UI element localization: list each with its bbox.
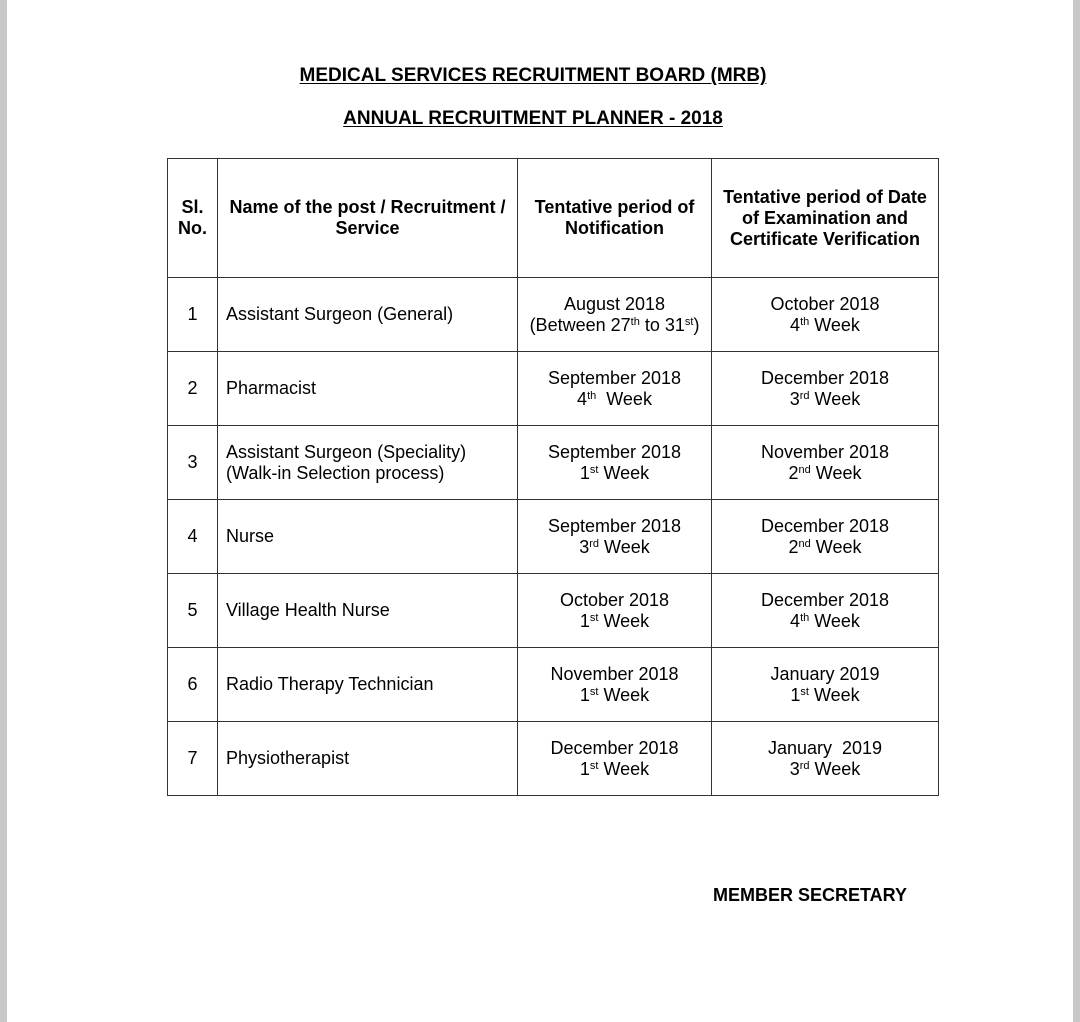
document-page: [7, 0, 1073, 1022]
exam-cell: January 2019 3rd Week: [712, 722, 939, 796]
table-header-row: [168, 159, 939, 278]
exam-cell: November 2018 2nd Week: [712, 426, 939, 500]
exam-cell: October 2018 4th Week: [712, 278, 939, 352]
notification-cell: November 2018 1st Week: [518, 648, 712, 722]
board-title: MEDICAL SERVICES RECRUITMENT BOARD (MRB): [299, 65, 767, 86]
notification-cell: October 2018 1st Week: [518, 574, 712, 648]
notification-cell: September 2018 1st Week: [518, 426, 712, 500]
notification-cell: December 2018 1st Week: [518, 722, 712, 796]
sl-no-cell: 4: [168, 500, 218, 574]
post-name-cell: Assistant Surgeon (Speciality) (Walk-in Selection process): [218, 426, 518, 500]
table-row: [168, 574, 939, 648]
sl-no-cell: 2: [168, 352, 218, 426]
table-row: [168, 500, 939, 574]
sl-no-cell: 5: [168, 574, 218, 648]
post-name-cell: Physiotherapist: [218, 722, 518, 796]
sl-no-cell: 6: [168, 648, 218, 722]
sl-no-cell: 3: [168, 426, 218, 500]
table-row: [168, 278, 939, 352]
exam-cell: December 2018 4th Week: [712, 574, 939, 648]
notification-cell: September 2018 4th Week: [518, 352, 712, 426]
table-row: [168, 426, 939, 500]
post-name-cell: Radio Therapy Technician: [218, 648, 518, 722]
header-post-name: Name of the post / Recruitment / Service: [218, 159, 518, 278]
post-name-cell: Pharmacist: [218, 352, 518, 426]
table-row: [168, 352, 939, 426]
notification-cell: August 2018 (Between 27th to 31st): [518, 278, 712, 352]
post-name-cell: Village Health Nurse: [218, 574, 518, 648]
recruitment-table: [167, 158, 939, 796]
planner-title: ANNUAL RECRUITMENT PLANNER - 2018: [343, 108, 723, 129]
header-exam-period: Tentative period of Date of Examination and Certificate Verification: [712, 159, 939, 278]
table-row: [168, 648, 939, 722]
sl-no-cell: 1: [168, 278, 218, 352]
header-notification-period: Tentative period of Notification: [518, 159, 712, 278]
post-name-cell: Nurse: [218, 500, 518, 574]
sl-no-cell: 7: [168, 722, 218, 796]
signatory-label: MEMBER SECRETARY: [713, 885, 908, 905]
notification-cell: September 2018 3rd Week: [518, 500, 712, 574]
table-row: [168, 722, 939, 796]
exam-cell: December 2018 3rd Week: [712, 352, 939, 426]
exam-cell: January 2019 1st Week: [712, 648, 939, 722]
exam-cell: December 2018 2nd Week: [712, 500, 939, 574]
header-sl-no: Sl. No.: [168, 159, 218, 278]
post-name-cell: Assistant Surgeon (General): [218, 278, 518, 352]
